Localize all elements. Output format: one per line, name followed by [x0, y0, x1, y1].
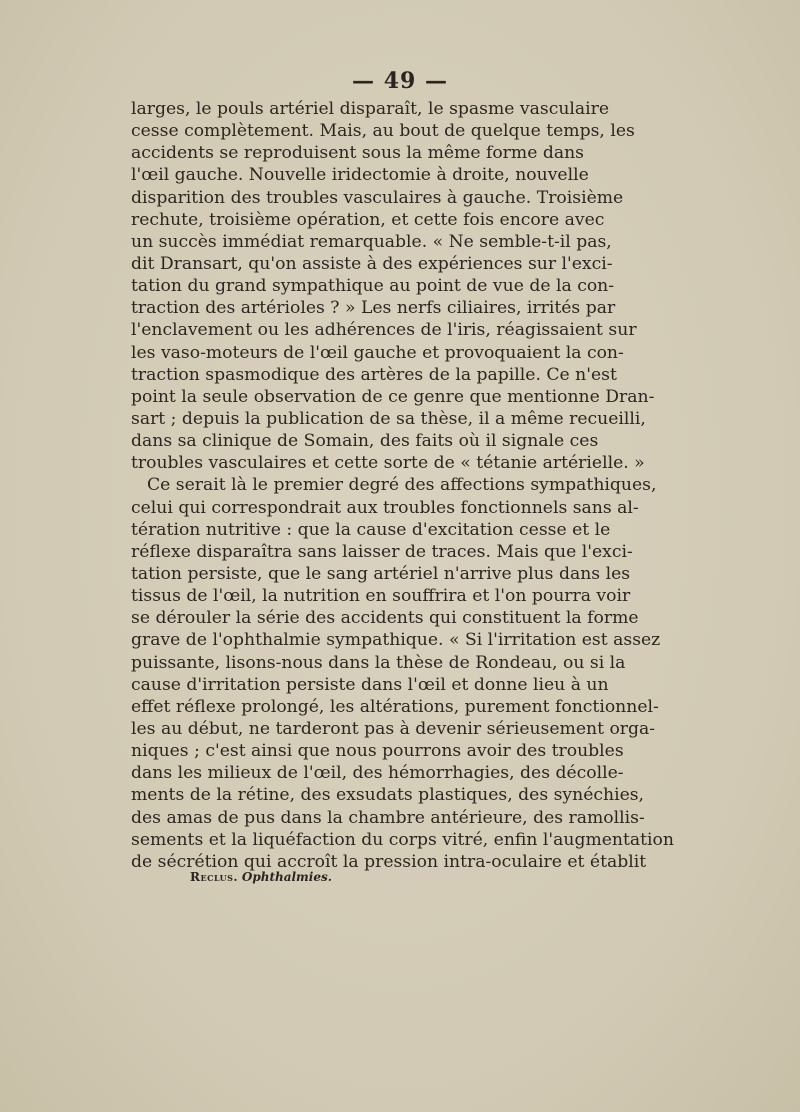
text-line: cesse complètement. Mais, au bout de quelque temps, les: [131, 121, 635, 142]
text-line: dit Dransart, qu'on assiste à des expériences sur l'exci-: [131, 253, 613, 274]
text-line: celui qui correspondrait aux troubles fonctionnels sans al-: [131, 497, 639, 518]
text-line: grave de l'ophthalmie sympathique. « Si l'irritation est assez: [131, 630, 661, 651]
text-line: tation persiste, que le sang artériel n'arrive plus dans les: [131, 563, 631, 584]
text-line: tissus de l'œil, la nutrition en souffrira et l'on pourra voir: [131, 586, 631, 607]
text-line: traction spasmodique des artères de la papille. Ce n'est: [131, 364, 617, 385]
text-line: point la seule observation de ce genre que mentionne Dran-: [131, 386, 655, 407]
text-line: des amas de pus dans la chambre antérieure, des ramollis-: [131, 807, 645, 828]
text-line: effet réflexe prolongé, les altérations, purement fonctionnel-: [131, 696, 659, 717]
text-line: larges, le pouls artériel disparaît, le spasme vasculaire: [131, 99, 610, 119]
text-line: sart ; depuis la publication de sa thèse, il a même recueilli,: [131, 408, 646, 429]
footer-book-title: Ophthalmies.: [241, 870, 332, 884]
text-line: les au début, ne tarderont pas à devenir sérieusement orga-: [131, 718, 656, 739]
text-line: dans les milieux de l'œil, des hémorrhagies, des décolle-: [131, 763, 624, 784]
text-line: cause d'irritation persiste dans l'œil et donne lieu à un: [131, 674, 609, 695]
text-line: tation du grand sympathique au point de vue de la con-: [131, 276, 615, 297]
text-line: Ce serait là le premier degré des affections sympathiques,: [147, 475, 657, 496]
page-number: — 49 —: [352, 68, 448, 94]
text-line: l'enclavement ou les adhérences de l'iris, réagissaient sur: [131, 320, 637, 341]
text-line: disparition des troubles vasculaires à gauche. Troisième: [131, 187, 624, 208]
footer-author: Reclus.: [190, 870, 239, 884]
text-line: l'œil gauche. Nouvelle iridectomie à droite, nouvelle: [131, 165, 589, 186]
text-line: traction des artérioles ? » Les nerfs ciliaires, irrités par: [131, 298, 616, 319]
signature-line: [190, 870, 332, 884]
text-line: réflexe disparaîtra sans laisser de traces. Mais que l'exci-: [131, 541, 633, 562]
text-line: tération nutritive : que la cause d'excitation cesse et le: [131, 519, 611, 540]
text-line: niques ; c'est ainsi que nous pourrons avoir des troubles: [131, 741, 624, 762]
text-line: de sécrétion qui accroît la pression intra-oculaire et établit: [131, 851, 647, 872]
text-line: les vaso-moteurs de l'œil gauche et provoquaient la con-: [131, 342, 624, 363]
text-line: ments de la rétine, des exsudats plastiques, des synéchies,: [131, 785, 645, 806]
text-line: se dérouler la série des accidents qui constituent la forme: [131, 608, 639, 629]
text-line: accidents se reproduisent sous la même forme dans: [131, 143, 584, 164]
text-line: troubles vasculaires et cette sorte de « tétanie artérielle. »: [131, 453, 645, 474]
text-line: rechute, troisième opération, et cette fois encore avec: [131, 209, 605, 230]
text-line: puissante, lisons-nous dans la thèse de Rondeau, ou si la: [131, 652, 626, 673]
text-line: sements et la liquéfaction du corps vitré, enfin l'augmentation: [131, 829, 674, 850]
body-text: [131, 98, 674, 873]
text-line: dans sa clinique de Somain, des faits où il signale ces: [131, 431, 599, 452]
text-line: un succès immédiat remarquable. « Ne semble-t-il pas,: [131, 231, 612, 252]
